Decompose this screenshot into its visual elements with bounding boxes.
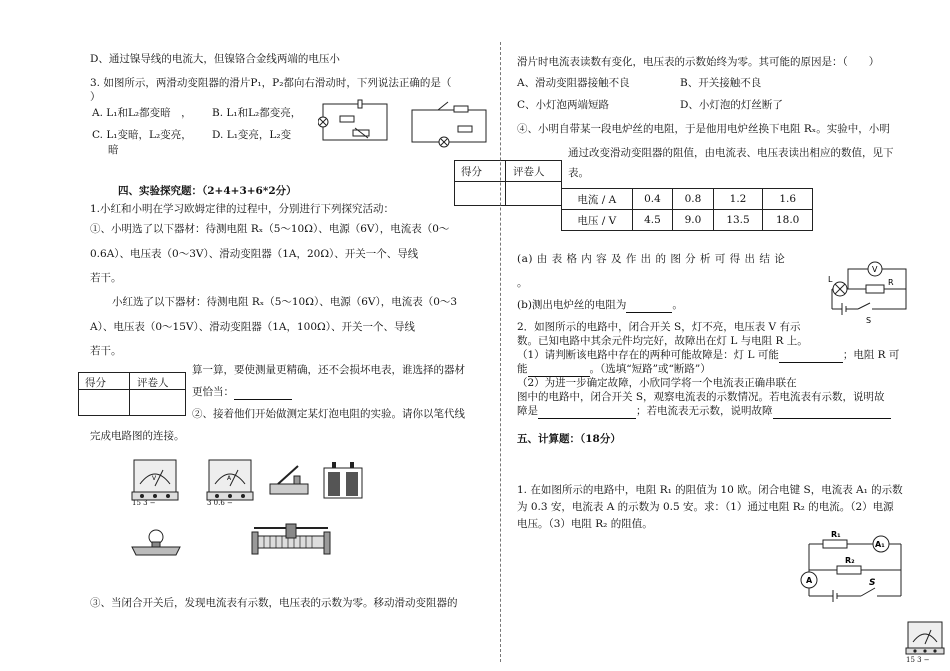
q3-option-d-cont: 暗 <box>108 144 119 156</box>
label-l: L <box>828 275 833 284</box>
r-option-d: D、小灯泡的灯丝断了 <box>680 99 783 111</box>
r-option-b: B、开关接触不良 <box>680 77 762 89</box>
para-4: 若干。 <box>90 272 122 284</box>
question-b: (b)测出电炉丝的电阻为 。 <box>517 299 683 311</box>
para-12: ③、当闭合开关后，发现电流表有示数，电压表的示数为零。移动滑动变阻器的 <box>90 597 458 609</box>
score-label-2: 得分 <box>85 377 106 389</box>
q3-option-a: A. L₁和L₂都变暗 ， <box>92 107 192 119</box>
rheostat-icon <box>250 520 332 560</box>
label-r: R <box>888 278 894 287</box>
r-option-a: A、滑动变阻器接触不良 <box>517 77 630 89</box>
label-a1: A₁ <box>875 540 885 549</box>
calc-line-2: 为 0.3 安，电流表 A 的示数为 0.5 安。求：（1）通过电阻 R₂ 的电流。（2）电源 <box>517 501 894 513</box>
table-cell: 电压 / V <box>562 210 633 231</box>
table-cell: 1.2 <box>713 189 763 210</box>
q2-line-6: 图中的电路中，闭合开关 S，观察电流表的示数情况。若电流表有示数，说明故 <box>517 391 885 403</box>
table-cell: 0.4 <box>632 189 673 210</box>
option-d-prev: D、通过镍导线的电流大，但镍铬合金线两端的电压小 <box>90 53 340 65</box>
q3-option-d: D. L₁变亮，L₂变 <box>212 129 292 141</box>
ammeter-scale: 3 0.6 − <box>207 499 233 507</box>
table-cell: 9.0 <box>673 210 714 231</box>
battery-icon <box>322 458 364 500</box>
corner-meter-scale: 15 3 − <box>906 656 930 664</box>
para-10: ②、接着他们开始做测定某灯泡电阻的实验。请你以笔代线 <box>192 408 465 420</box>
reviewer-label-2: 评卷人 <box>137 377 169 389</box>
table-cell: 4.5 <box>632 210 673 231</box>
ammeter-label: A <box>227 475 232 482</box>
para-6: A）、电压表（0～15V）、滑动变阻器（1A，100Ω）、开关一个、导线 <box>90 321 415 333</box>
table-cell: 13.5 <box>713 210 763 231</box>
voltmeter-scale: 15 3 − <box>132 499 156 507</box>
score-box-section4 <box>454 160 562 206</box>
right-line-4: 表。 <box>568 167 589 179</box>
label-v: V <box>872 265 878 274</box>
para-9: 更恰当： <box>192 385 292 400</box>
para-8: 算一算，要使测量更精确，还不会损坏电表，谁选择的器材 <box>192 364 465 376</box>
reviewer-label: 评卷人 <box>513 166 545 178</box>
score-label: 得分 <box>461 166 482 178</box>
table-cell: 18.0 <box>763 210 813 231</box>
q3-circuit-1 <box>318 98 393 146</box>
right-line-3: 通过改变滑动变阻器的阻值，由电流表、电压表读出相应的数值，见下 <box>568 147 894 159</box>
question-a: (a) 由 表 格 内 容 及 作 出 的 图 分 析 可 得 出 结 论 <box>517 253 786 265</box>
para-7: 若干。 <box>90 345 122 357</box>
right-line-2: ④、小明自带某一段电炉丝的电阻，于是他用电炉丝换下电阻 Rₓ。实验中，小明 <box>517 123 890 135</box>
switch-icon <box>268 462 310 498</box>
q2-line-7: 障是 ；若电流表无示数，说明故障 <box>517 404 891 419</box>
label-s2: S <box>869 578 876 588</box>
table-cell: 1.6 <box>763 189 813 210</box>
section-5-title: 五、计算题：（18分） <box>517 433 621 445</box>
q3-circuit-2 <box>408 98 493 148</box>
section-4-title: 四、实验探究题：（2+4+3+6*2分） <box>118 185 297 197</box>
r-option-c: C、小灯泡两端短路 <box>517 99 610 111</box>
label-a: A <box>806 576 813 585</box>
label-s: S <box>866 316 872 325</box>
calc-line-3: 电压。（3）电阻 R₂ 的阻值。 <box>517 518 653 530</box>
table-cell: 电流 / A <box>562 189 633 210</box>
q3-option-b: B. L₁和L₂都变亮， <box>212 107 302 119</box>
q2-line-1: 2．如图所示的电路中，闭合开关 S，灯不亮，电压表 V 有示 <box>517 321 801 333</box>
table-row <box>562 189 813 210</box>
q2-line-3: （1）请判断该电路中存在的两种可能故障是：灯 L 可能 ；电阻 R 可 <box>517 349 900 361</box>
table-row <box>562 210 813 231</box>
score-box-left <box>78 372 186 416</box>
q3-option-c: C. L₁变暗，L₂变亮， <box>92 129 192 141</box>
q2-line-2: 数。已知电路中其余元件均完好，故障出在灯 L 与电阻 R 上。 <box>517 335 808 347</box>
para-3: 0.6A）、电压表（0～3V）、滑动变阻器（1A，20Ω）、开关一个、导线 <box>90 248 419 260</box>
data-table <box>561 188 813 231</box>
q2-line-4: 能 。（选填“短路”或“断路”） <box>517 363 711 375</box>
para-2: ①、小明选了以下器材：待测电阻 Rₓ（5～10Ω）、电源（6V），电流表（0～ <box>90 223 450 235</box>
voltmeter-label: V <box>152 475 157 482</box>
para-11: 完成电路图的连接。 <box>90 430 185 442</box>
q2-line-5: （2）为进一步确定故障，小欣同学将一个电流表正确串联在 <box>517 377 797 389</box>
column-divider <box>500 42 501 662</box>
circuit-lamp-resistor <box>826 255 918 327</box>
calc-line-1: 1. 在如图所示的电路中，电阻 R₁ 的阻值为 10 欧。闭合电键 S，电流表 A₁ 的示数 <box>517 484 903 496</box>
para-5: 小红选了以下器材：待测电阻 Rₓ（5～10Ω）、电源（6V），电流表（0～3 <box>112 296 458 308</box>
circuit-parallel <box>795 530 913 606</box>
right-line-1: 滑片时电流表读数有变化，电压表的示数始终为零。其可能的原因是：（ ） <box>517 56 880 68</box>
question-3-bracket: ） <box>90 91 101 103</box>
table-cell: 0.8 <box>673 189 714 210</box>
lamp-icon <box>128 525 184 559</box>
label-r2: R₂ <box>845 556 855 565</box>
label-r1: R₁ <box>831 530 841 539</box>
question-a-end: 。 <box>517 277 528 289</box>
para-1: 1.小红和小明在学习欧姆定律的过程中，分别进行下列探究活动： <box>90 203 395 215</box>
question-3-stem: 3. 如图所示，两滑动变阻器的滑片P₁，P₂都向右滑动时，下列说法正确的是（ <box>90 77 452 89</box>
